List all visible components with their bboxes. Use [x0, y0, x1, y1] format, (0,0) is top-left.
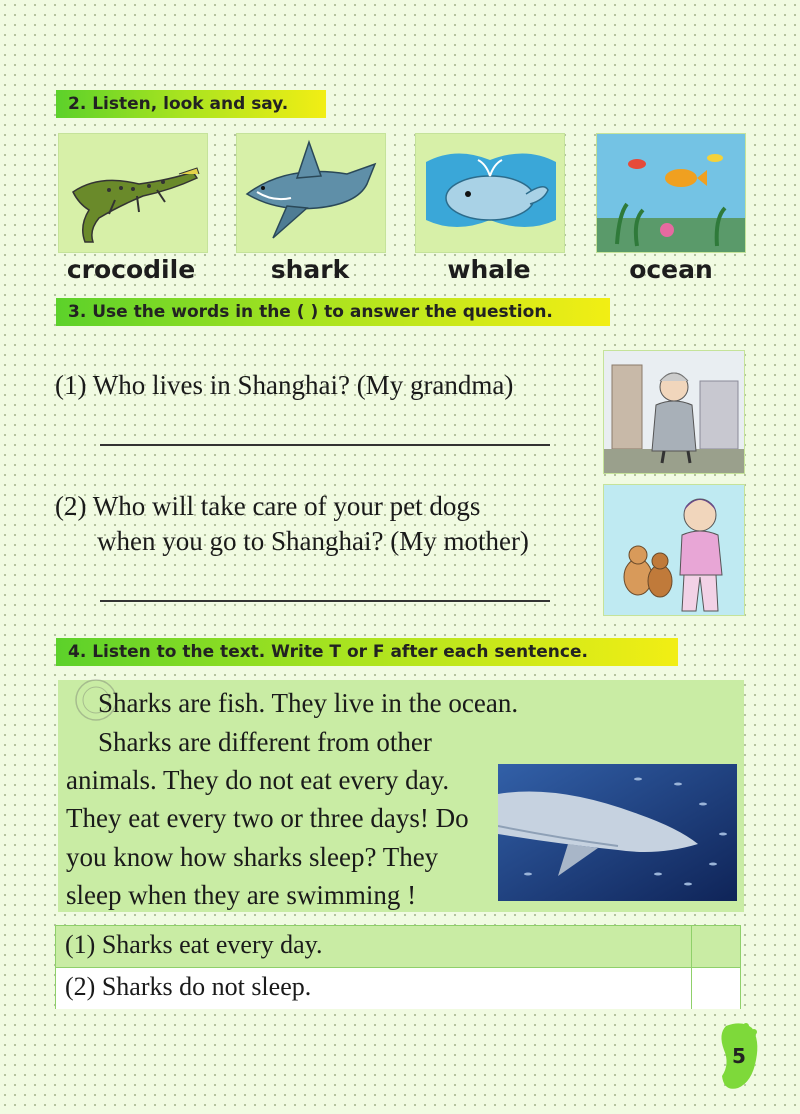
- mother-dogs-picture: [603, 484, 745, 616]
- word-shark: shark: [270, 255, 350, 284]
- tf-row-2: [56, 968, 740, 1009]
- whale-picture: [415, 133, 565, 253]
- shark-icon: [237, 134, 385, 252]
- passage-line-1: Sharks are fish. They live in the ocean.: [98, 688, 519, 718]
- statement-1: (1) Sharks eat every day.: [65, 930, 323, 959]
- passage-line-6: sleep when they are swimming !: [66, 880, 417, 910]
- section2-heading: 2. Listen, look and say.: [56, 90, 326, 118]
- shark-photo-icon: [498, 764, 737, 901]
- answer-line-1[interactable]: [100, 444, 550, 446]
- passage-line-5: you know how sharks sleep? They: [66, 842, 439, 872]
- word-ocean: ocean: [629, 255, 713, 284]
- question-1: (1) Who lives in Shanghai? (My grandma): [55, 370, 514, 400]
- ocean-icon: [597, 134, 745, 252]
- word-whale: whale: [447, 255, 531, 284]
- page-number: 5: [732, 1044, 746, 1068]
- shark-picture: [236, 133, 386, 253]
- ocean-picture: [596, 133, 746, 253]
- answer-cell-1[interactable]: [691, 926, 740, 967]
- statement-2: (2) Sharks do not sleep.: [65, 972, 312, 1001]
- passage-line-4: They eat every two or three days! Do: [66, 803, 469, 833]
- word-crocodile: crocodile: [66, 255, 196, 284]
- tf-row-1: [56, 926, 740, 968]
- page-number-badge: [716, 1020, 762, 1092]
- shark-photo: [498, 764, 737, 901]
- answer-line-2[interactable]: [100, 600, 550, 602]
- section3-heading: 3. Use the words in the ( ) to answer the question.: [56, 298, 610, 326]
- grandma-picture: [603, 350, 745, 474]
- crocodile-picture: [58, 133, 208, 253]
- grandma-icon: [604, 351, 744, 473]
- passage-line-3: animals. They do not eat every day.: [66, 765, 450, 795]
- mother-dogs-icon: [604, 485, 744, 615]
- question-2-line2: when you go to Shanghai? (My mother): [97, 526, 529, 556]
- passage-line-2: Sharks are different from other: [98, 727, 432, 757]
- true-false-table: [55, 925, 741, 1009]
- crocodile-icon: [59, 134, 207, 252]
- answer-cell-2[interactable]: [691, 968, 740, 1009]
- section4-heading: 4. Listen to the text. Write T or F after each sentence.: [56, 638, 678, 666]
- whale-icon: [416, 134, 564, 252]
- question-2-line1: (2) Who will take care of your pet dogs: [55, 491, 481, 521]
